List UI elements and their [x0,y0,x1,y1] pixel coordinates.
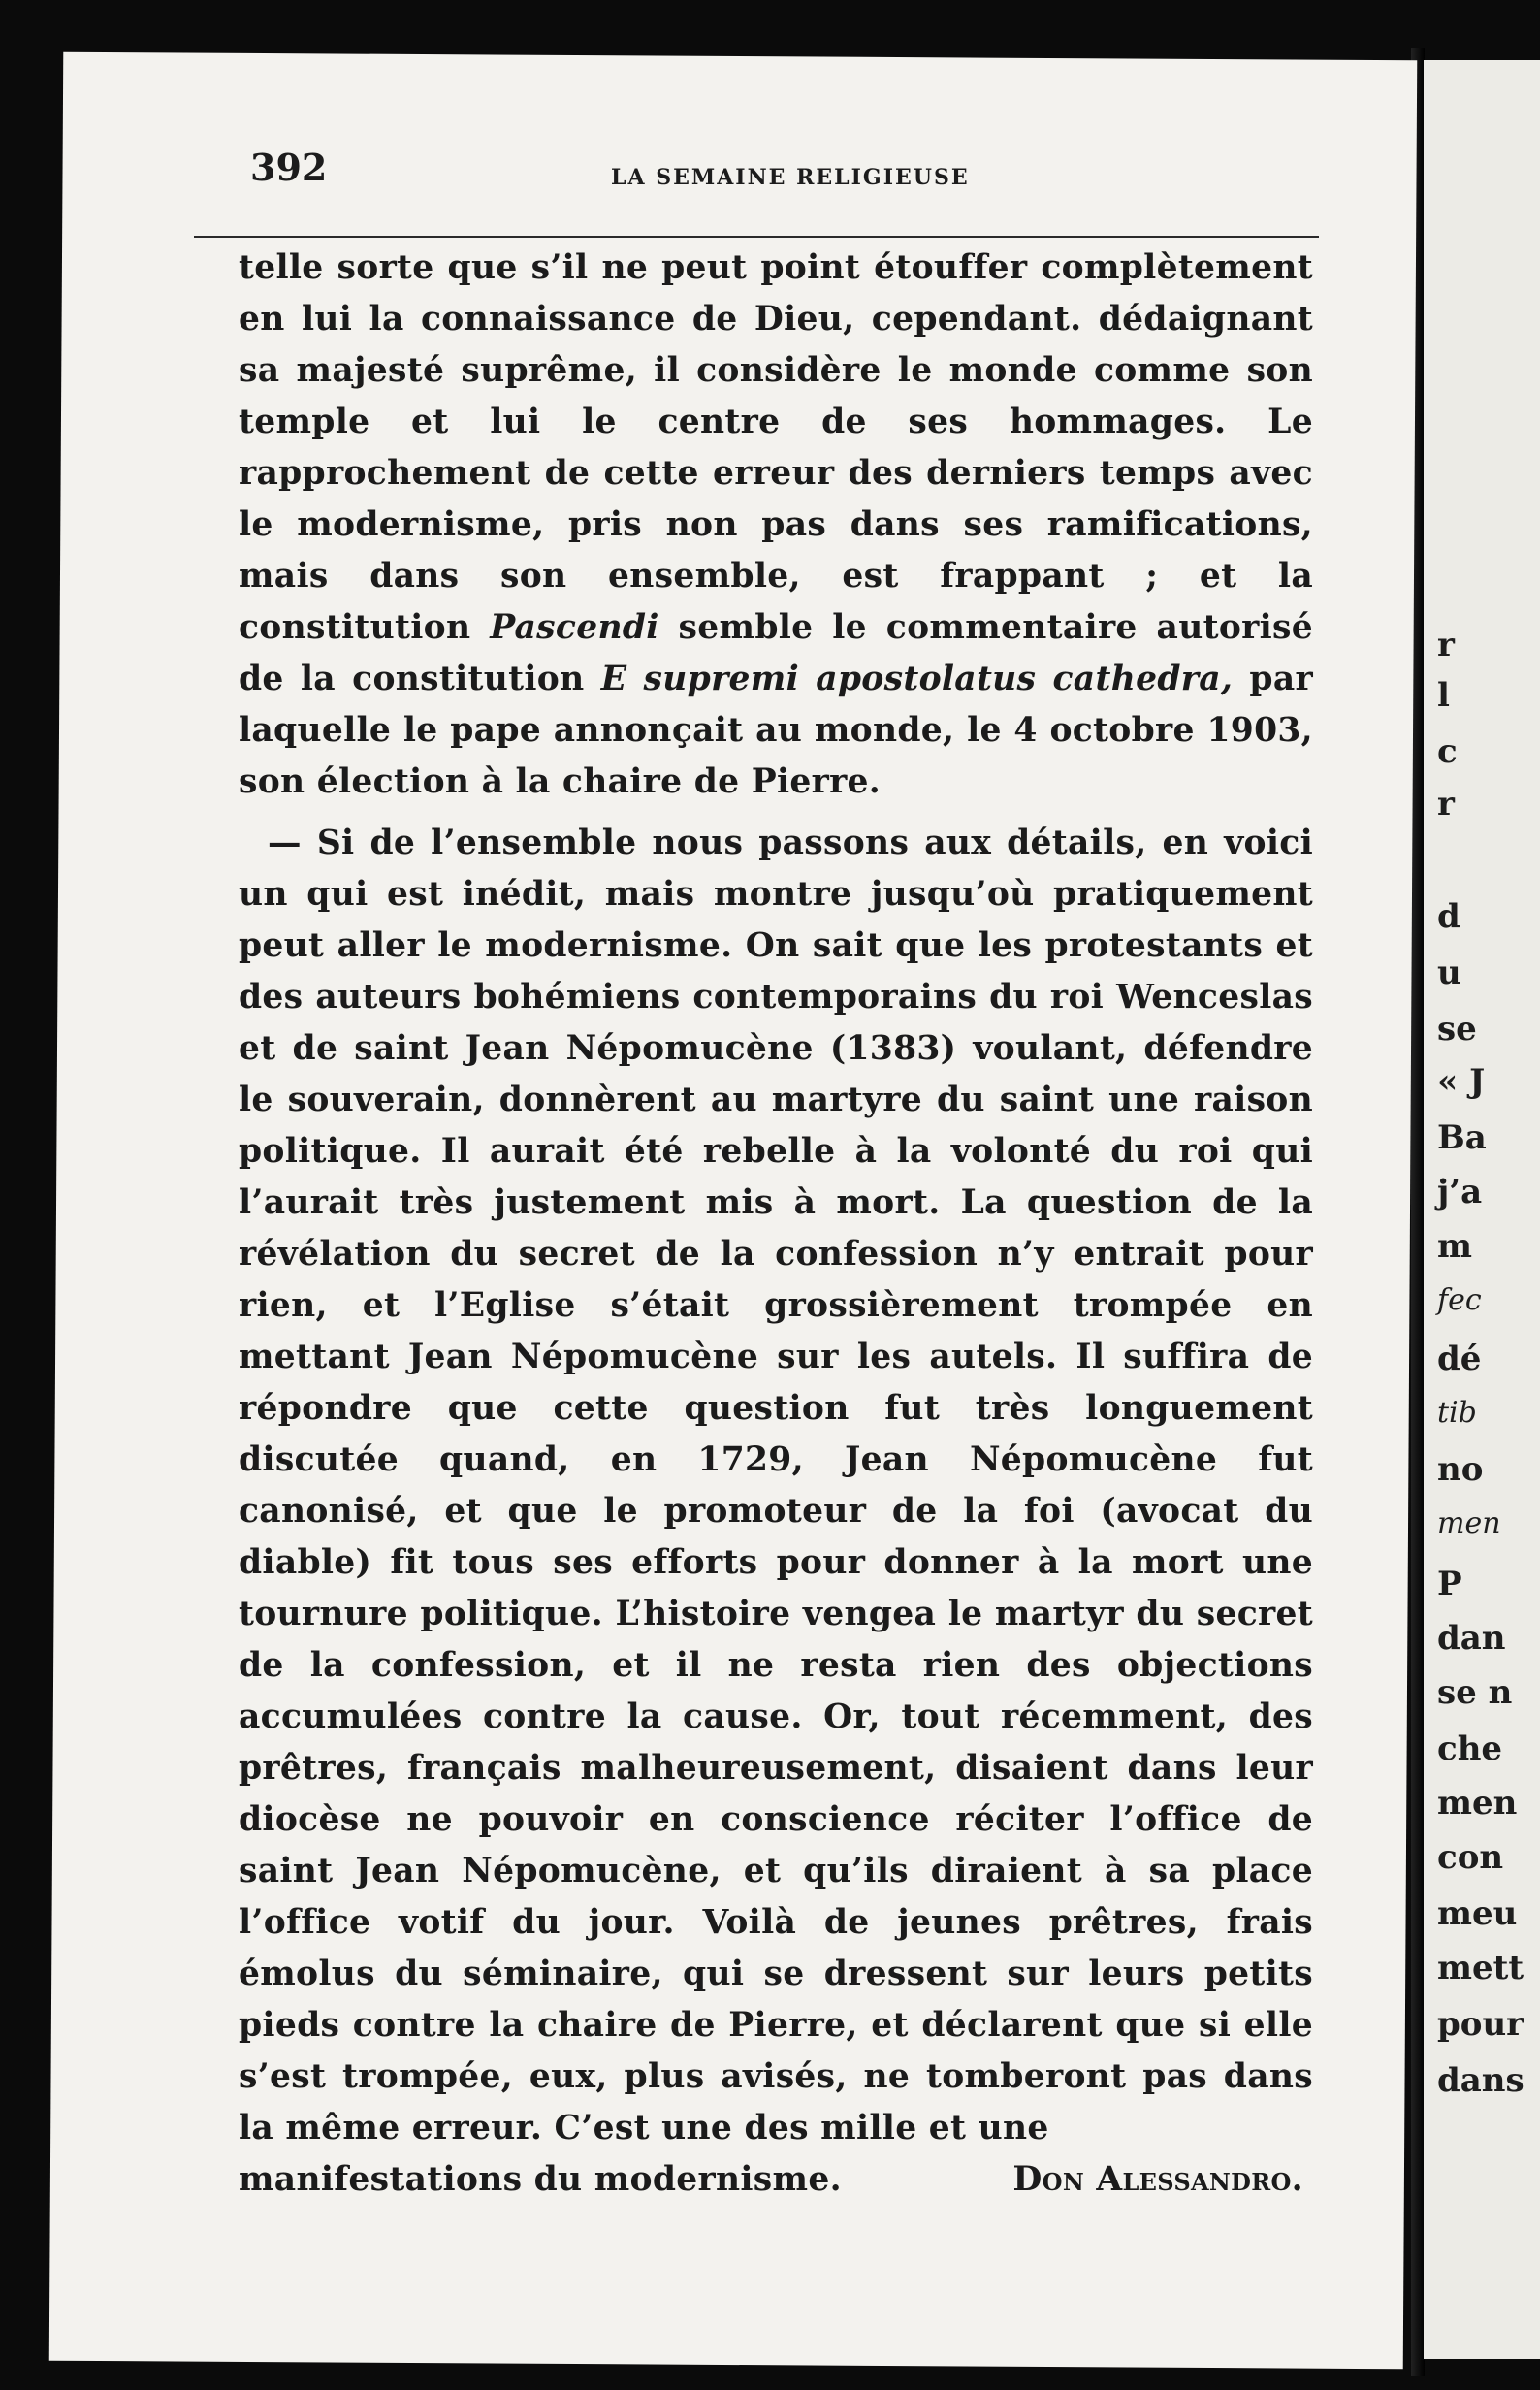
paragraph-1 [239,242,1313,808]
author-signature: Don Alessandro. [1012,2160,1303,2199]
adjacent-page-fragment: d [1437,897,1460,936]
page-header [194,138,1299,196]
paragraph-1-text-c: par laquelle le pape annonçait au monde, le 4 octobre 1903, son élection à la chaire de Pierre. [239,660,1313,801]
adjacent-page-fragment: m [1437,1227,1472,1266]
e-supremi-title: E supremi apostolatus cathedra, [600,660,1234,698]
adjacent-page-fragment: se n [1437,1673,1513,1712]
page-number: 392 [250,145,328,189]
adjacent-page-fragment: j’a [1437,1173,1483,1211]
running-title: LA SEMAINE RELIGIEUSE [611,165,970,190]
paragraph-2: — Si de l’ensemble nous passons aux détails, en voici un qui est inédit, mais montre jusqu’où pratiquement peut aller le modernisme. On sait que les protestants et des auteurs bohémiens contemporains du roi Wenceslas et de saint Jean Népomucène (1383) voulant, défendre le souverain, donnèrent au martyre du saint une raison politique. Il aurait été rebelle à la volonté du roi qui l’aurait très justement mis à mort. La question de la révélation du secret de la confession n’y entrait pour rien, et l’Eglise s’était grossièrement trompée en mettant Jean Népomucène sur les autels. Il suffira de répondre que cette question fut très longuement discutée quand, en 1729, Jean Népomucène fut canonisé, et que le promoteur de la foi (avocat du diable) fit tous ses efforts pour donner à la mort une tournure politique. L’histoire vengea le martyr du secret de la confession, et il ne resta rien des objections accumulées contre la cause. Or, tout récemment, des prêtres, français malheureusement, disaient dans leur diocèse ne pouvoir en conscience réciter l’office de saint Jean Népomucène, et qu’ils diraient à sa place l’office votif du jour. Voilà de jeunes prêtres, frais émolus du séminaire, qui se dressent sur leurs petits pieds contre la chaire de Pierre, et déclarent que si elle s’est trompée, eux, plus avisés, ne tomberont pas dans la même erreur. C’est une des mille et une [239,824,1313,2148]
adjacent-page-fragment: dan [1437,1619,1506,1658]
adjacent-page-fragment: l [1437,676,1450,715]
adjacent-page-fragment: P [1437,1565,1462,1603]
closing-line [239,2154,1313,2206]
adjacent-page-fragment: no [1437,1450,1484,1489]
header-rule [194,236,1319,238]
adjacent-page-fragment: fec [1437,1283,1482,1317]
adjacent-page-fragment: c [1437,732,1458,771]
adjacent-page-fragment: men [1437,1506,1501,1540]
adjacent-page-fragment: r [1437,785,1455,824]
adjacent-page-fragment: pour [1437,2005,1524,2044]
adjacent-page-fragment: Ba [1437,1118,1487,1157]
adjacent-page-fragment: con [1437,1838,1504,1877]
adjacent-page-fragment: u [1437,953,1461,992]
adjacent-page-fragment: tib [1437,1396,1477,1430]
paragraph-1-text-b: semble le commentaire autorisé de la constitution [239,608,1313,698]
pascendi-title: Pascendi [490,608,659,647]
closing-text: manifestations du modernisme. [239,2160,842,2199]
adjacent-page-fragment: dans [1437,2061,1524,2100]
adjacent-page-fragment: « J [1437,1062,1486,1101]
adjacent-page-fragment: men [1437,1784,1518,1823]
adjacent-page-fragment: dé [1437,1340,1482,1378]
paragraph-1-text-a: telle sorte que s’il ne peut point étouffer complètement en lui la connaissance de Dieu, cependant. dédaignant sa majesté suprême, il considère le monde comme son temple et lui le centre de ses hommages. Le rapprochement de cette erreur des derniers temps avec le modernisme, pris non pas dans ses ramifications, mais dans son ensemble, est frappant ; et la constitution [239,248,1313,647]
adjacent-page-fragment: mett [1437,1949,1524,1987]
adjacent-page-fragment: se [1437,1010,1477,1049]
adjacent-page-fragment: che [1437,1729,1503,1768]
adjacent-page-fragment: meu [1437,1894,1518,1933]
adjacent-page-fragment: r [1437,626,1455,664]
adjacent-page-edge [1424,60,1540,2359]
article-body [239,242,1313,2206]
